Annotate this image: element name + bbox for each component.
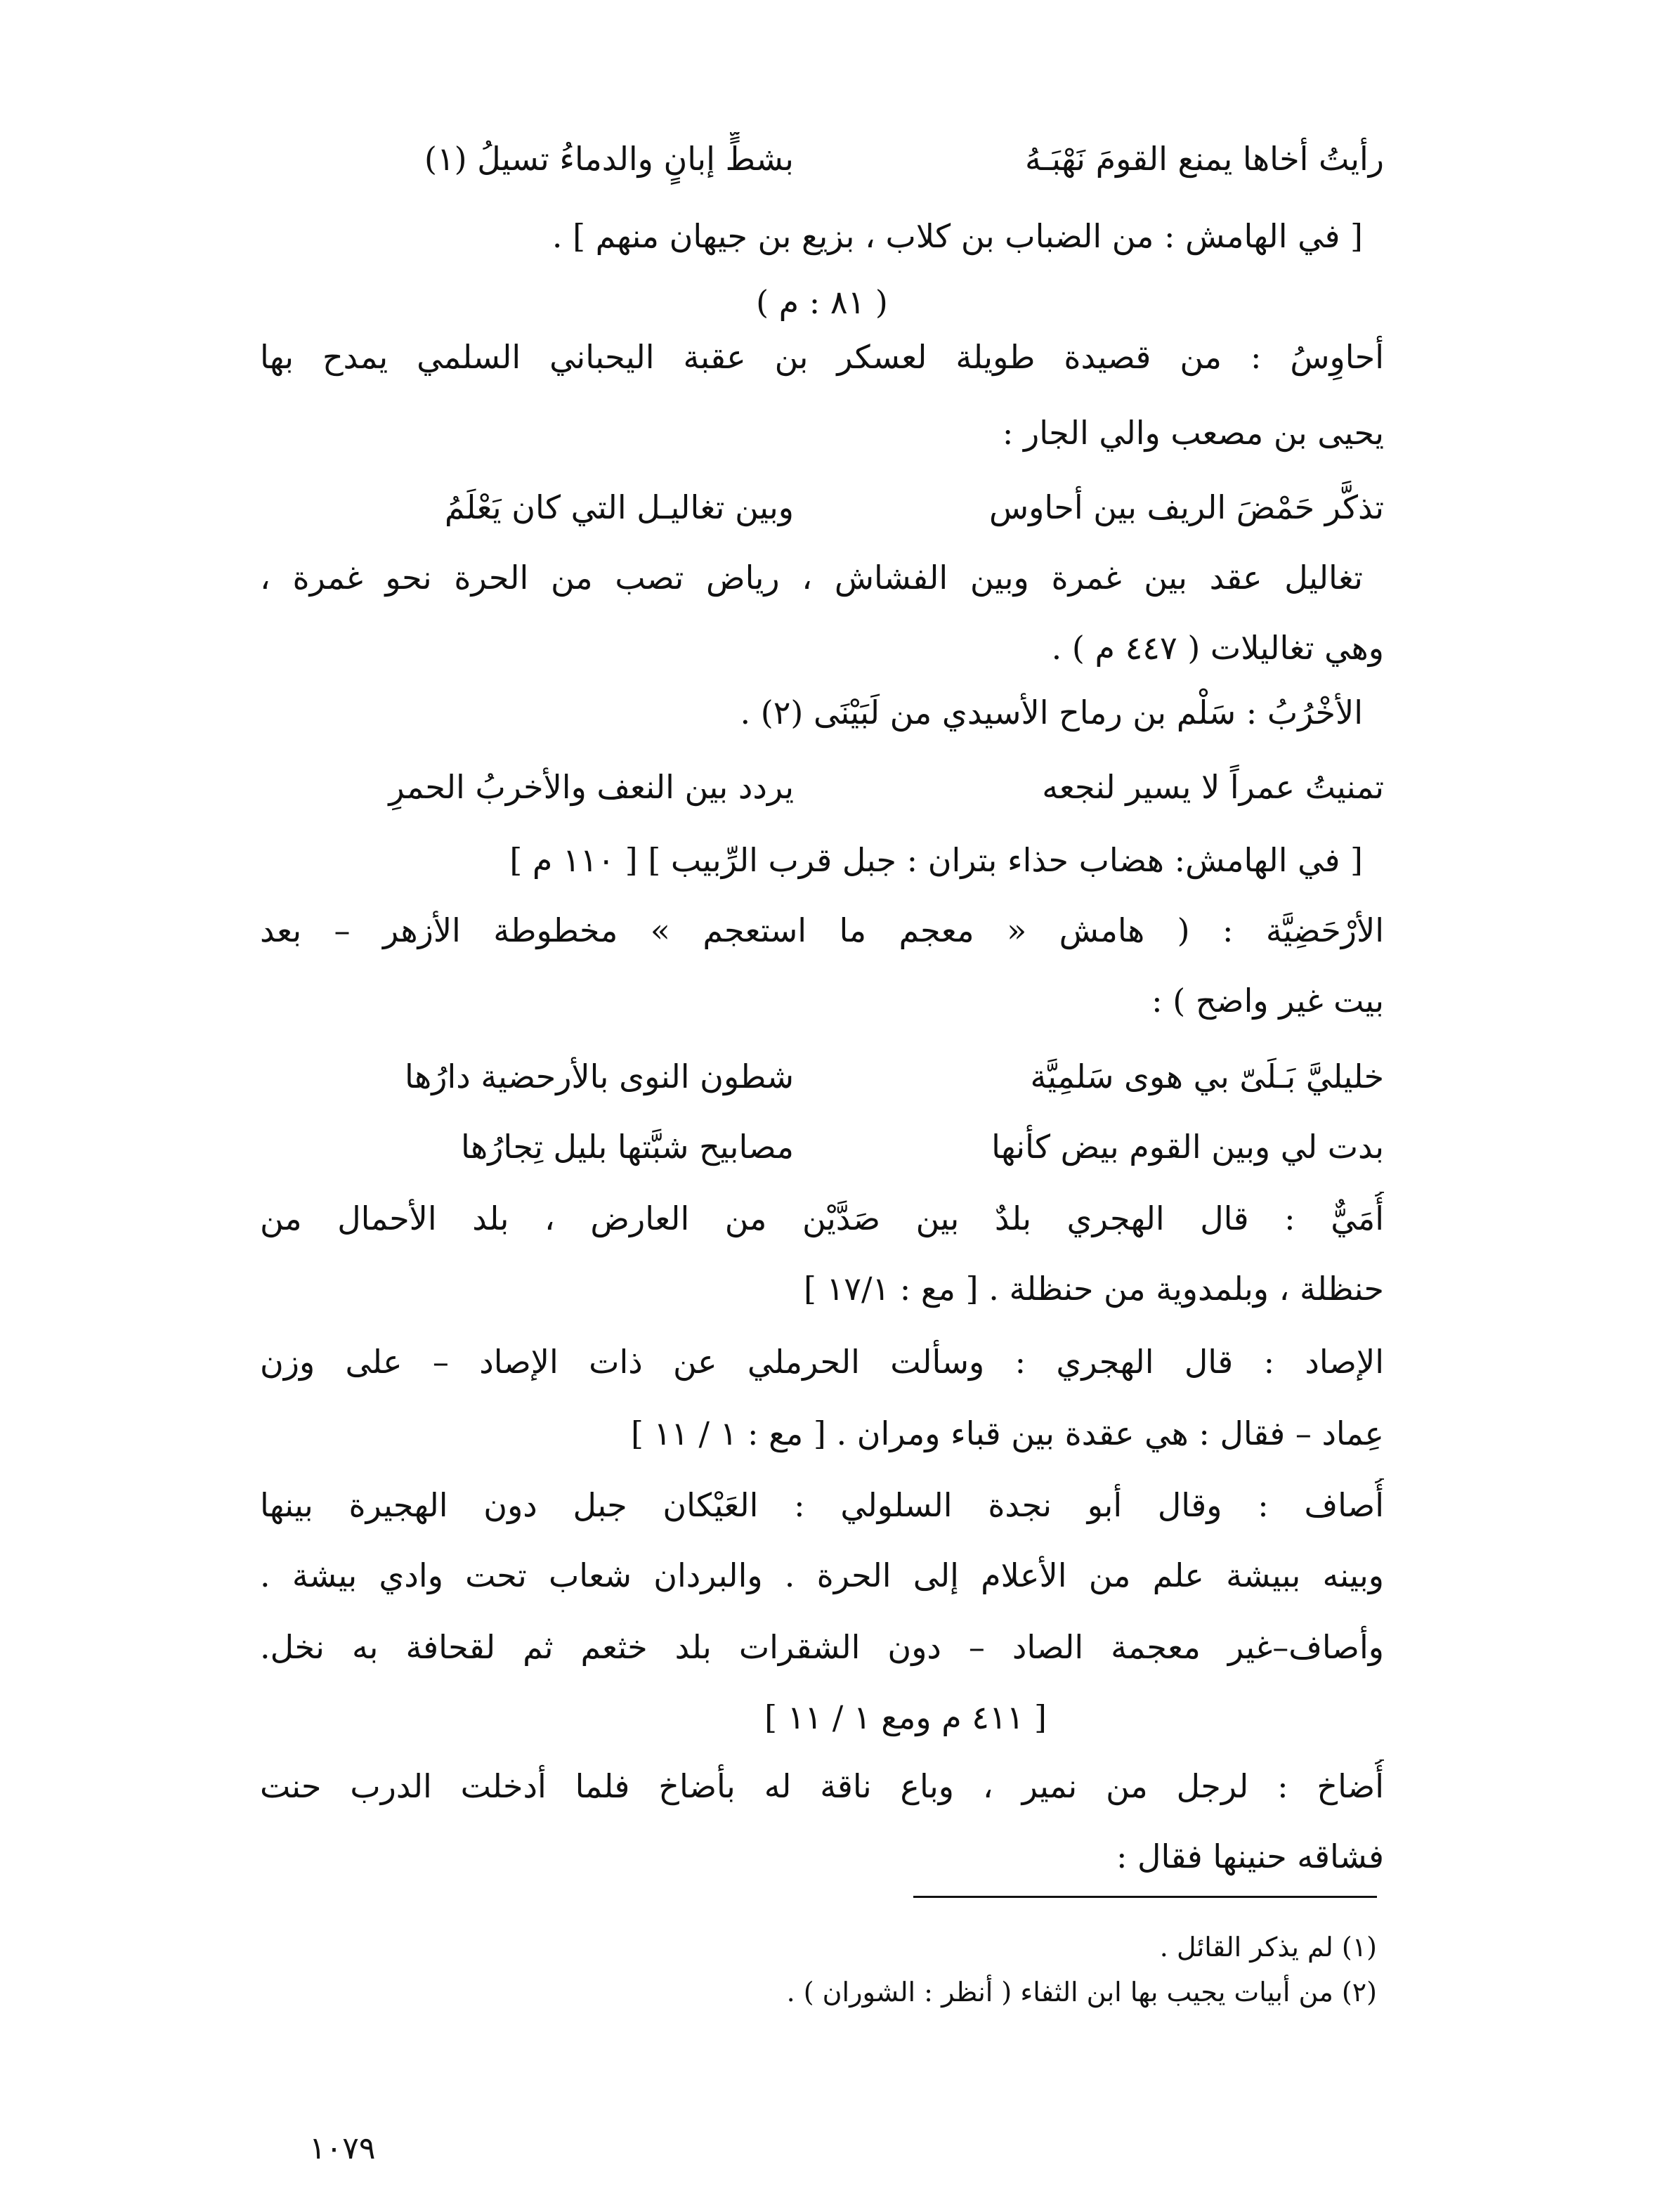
entry-usaf-ref: [ ٤١١ م ومع ١ / ١١ ] — [764, 1698, 1047, 1736]
entry-umayy-line-1: أُمَيٌّ : قال الهجري بلدٌ بين صَدَّيْن من العارض ، بلد الأحمال من — [260, 1199, 1384, 1237]
verse-4-second-hemistich: شطون النوى بالأرحضية دارُها — [404, 1058, 794, 1095]
entry-usaf-line-3: وأصاف–غير معجمة الصاد – دون الشقرات بلد خثعم ثم لقحافة به نخل. — [260, 1628, 1384, 1666]
verse-3-first-hemistich: تمنيتُ عمراً لا يسير لنجعه — [1042, 768, 1384, 806]
text-line-1: [ في الهامش : من الضباب بن كلاب ، بزيع بن جيهان منهم ] . — [551, 217, 1363, 255]
verse-2-first-hemistich: تذكَّر حَمْضَ الريف بين أحاوس — [989, 488, 1384, 526]
verse-5 — [260, 1120, 1384, 1173]
entry-akhrub: الأخْرُبُ : سَلْم بن رماح الأسيدي من لَبَيْنَى (٢) . — [740, 694, 1363, 731]
text-line-2: ( ٨١ : م ) — [756, 283, 888, 321]
entry-arhadiyya-line-1: الأرْحَضِيَّة : ( هامش « معجم ما استعجم » مخطوطة الأزهر – بعد — [260, 911, 1384, 949]
entry-udakh-line-1: أُضاخ : لرجل من نمير ، وباع ناقة له بأضاخ فلما أدخلت الدرب حنت — [260, 1767, 1384, 1805]
verse-1-second-hemistich: بشطٍّ إبانٍ والدماءُ تسيلُ (١) — [424, 140, 794, 178]
entry-umayy-line-2: حنظلة ، وبلمدوية من حنظلة . [ مع : ١٧/١ ] — [803, 1270, 1384, 1308]
footnote-2: (٢) من أبيات يجيب بها ابن الثفاء ( أنظر : الشوران ) . — [786, 1977, 1377, 2008]
footnote-1: (١) لم يذكر القائل . — [1159, 1932, 1377, 1963]
verse-3 — [260, 760, 1384, 814]
verse-4-first-hemistich: خليليَّ بَـلَىّ بي هوى سَلمِيَّة — [1030, 1058, 1384, 1095]
verse-1 — [260, 132, 1384, 186]
entry-ahawis-line-2: يحيى بن مصعب والي الجار : — [1002, 414, 1384, 452]
entry-usaf-line-1: أُصاف : وقال أبو نجدة السلولي : العَيْكان جبل دون الهجيرة بينها — [260, 1486, 1384, 1524]
entry-usaf-line-2: وبينه ببيشة علم من الأعلام إلى الحرة . والبردان شعاب تحت وادي بيشة . — [260, 1556, 1384, 1594]
page-number: ١٠٧٩ — [309, 2130, 376, 2166]
text-line-4: وهي تغاليلات ( ٤٤٧ م ) . — [1051, 629, 1384, 667]
verse-1-first-hemistich: رأيتُ أخاها يمنع القومَ نَهْبَـهُ — [1024, 140, 1384, 178]
entry-udakh-line-2: فشاقه حنينها فقال : — [1116, 1837, 1384, 1875]
text-line-3: تغاليل عقد بين غمرة وبين الفشاش ، رياض تصب من الحرة نحو غمرة ، — [260, 559, 1363, 597]
entry-ahawis-line-1: أحاوِسُ : من قصيدة طويلة لعسكر بن عقبة اليحباني السلمي يمدح بها — [260, 338, 1384, 376]
entry-arhadiyya-line-2: بيت غير واضح ) : — [1151, 982, 1384, 1020]
footnote-separator — [913, 1896, 1377, 1898]
text-line-5: [ في الهامش: هضاب حذاء بتران : جبل قرب الرِّبيب ] [ ١١٠ م ] — [509, 841, 1363, 879]
verse-3-second-hemistich: يردد بين النعف والأخربُ الحمرِ — [388, 768, 794, 806]
entry-isad-line-2: عِماد – فقال : هي عقدة بين قباء ومران . [ مع : ١ / ١١ ] — [630, 1414, 1384, 1452]
verse-4 — [260, 1050, 1384, 1103]
verse-2-second-hemistich: وبين تغاليـل التي كان يَعْلَمُ — [444, 488, 794, 526]
verse-2 — [260, 481, 1384, 534]
verse-5-second-hemistich: مصابيح شبَّتها بليل تِجارُها — [460, 1128, 794, 1166]
entry-isad-line-1: الإصاد : قال الهجري : وسألت الحرملي عن ذات الإصاد – على وزن — [260, 1343, 1384, 1381]
verse-5-first-hemistich: بدت لي وبين القوم بيض كأنها — [991, 1128, 1384, 1166]
